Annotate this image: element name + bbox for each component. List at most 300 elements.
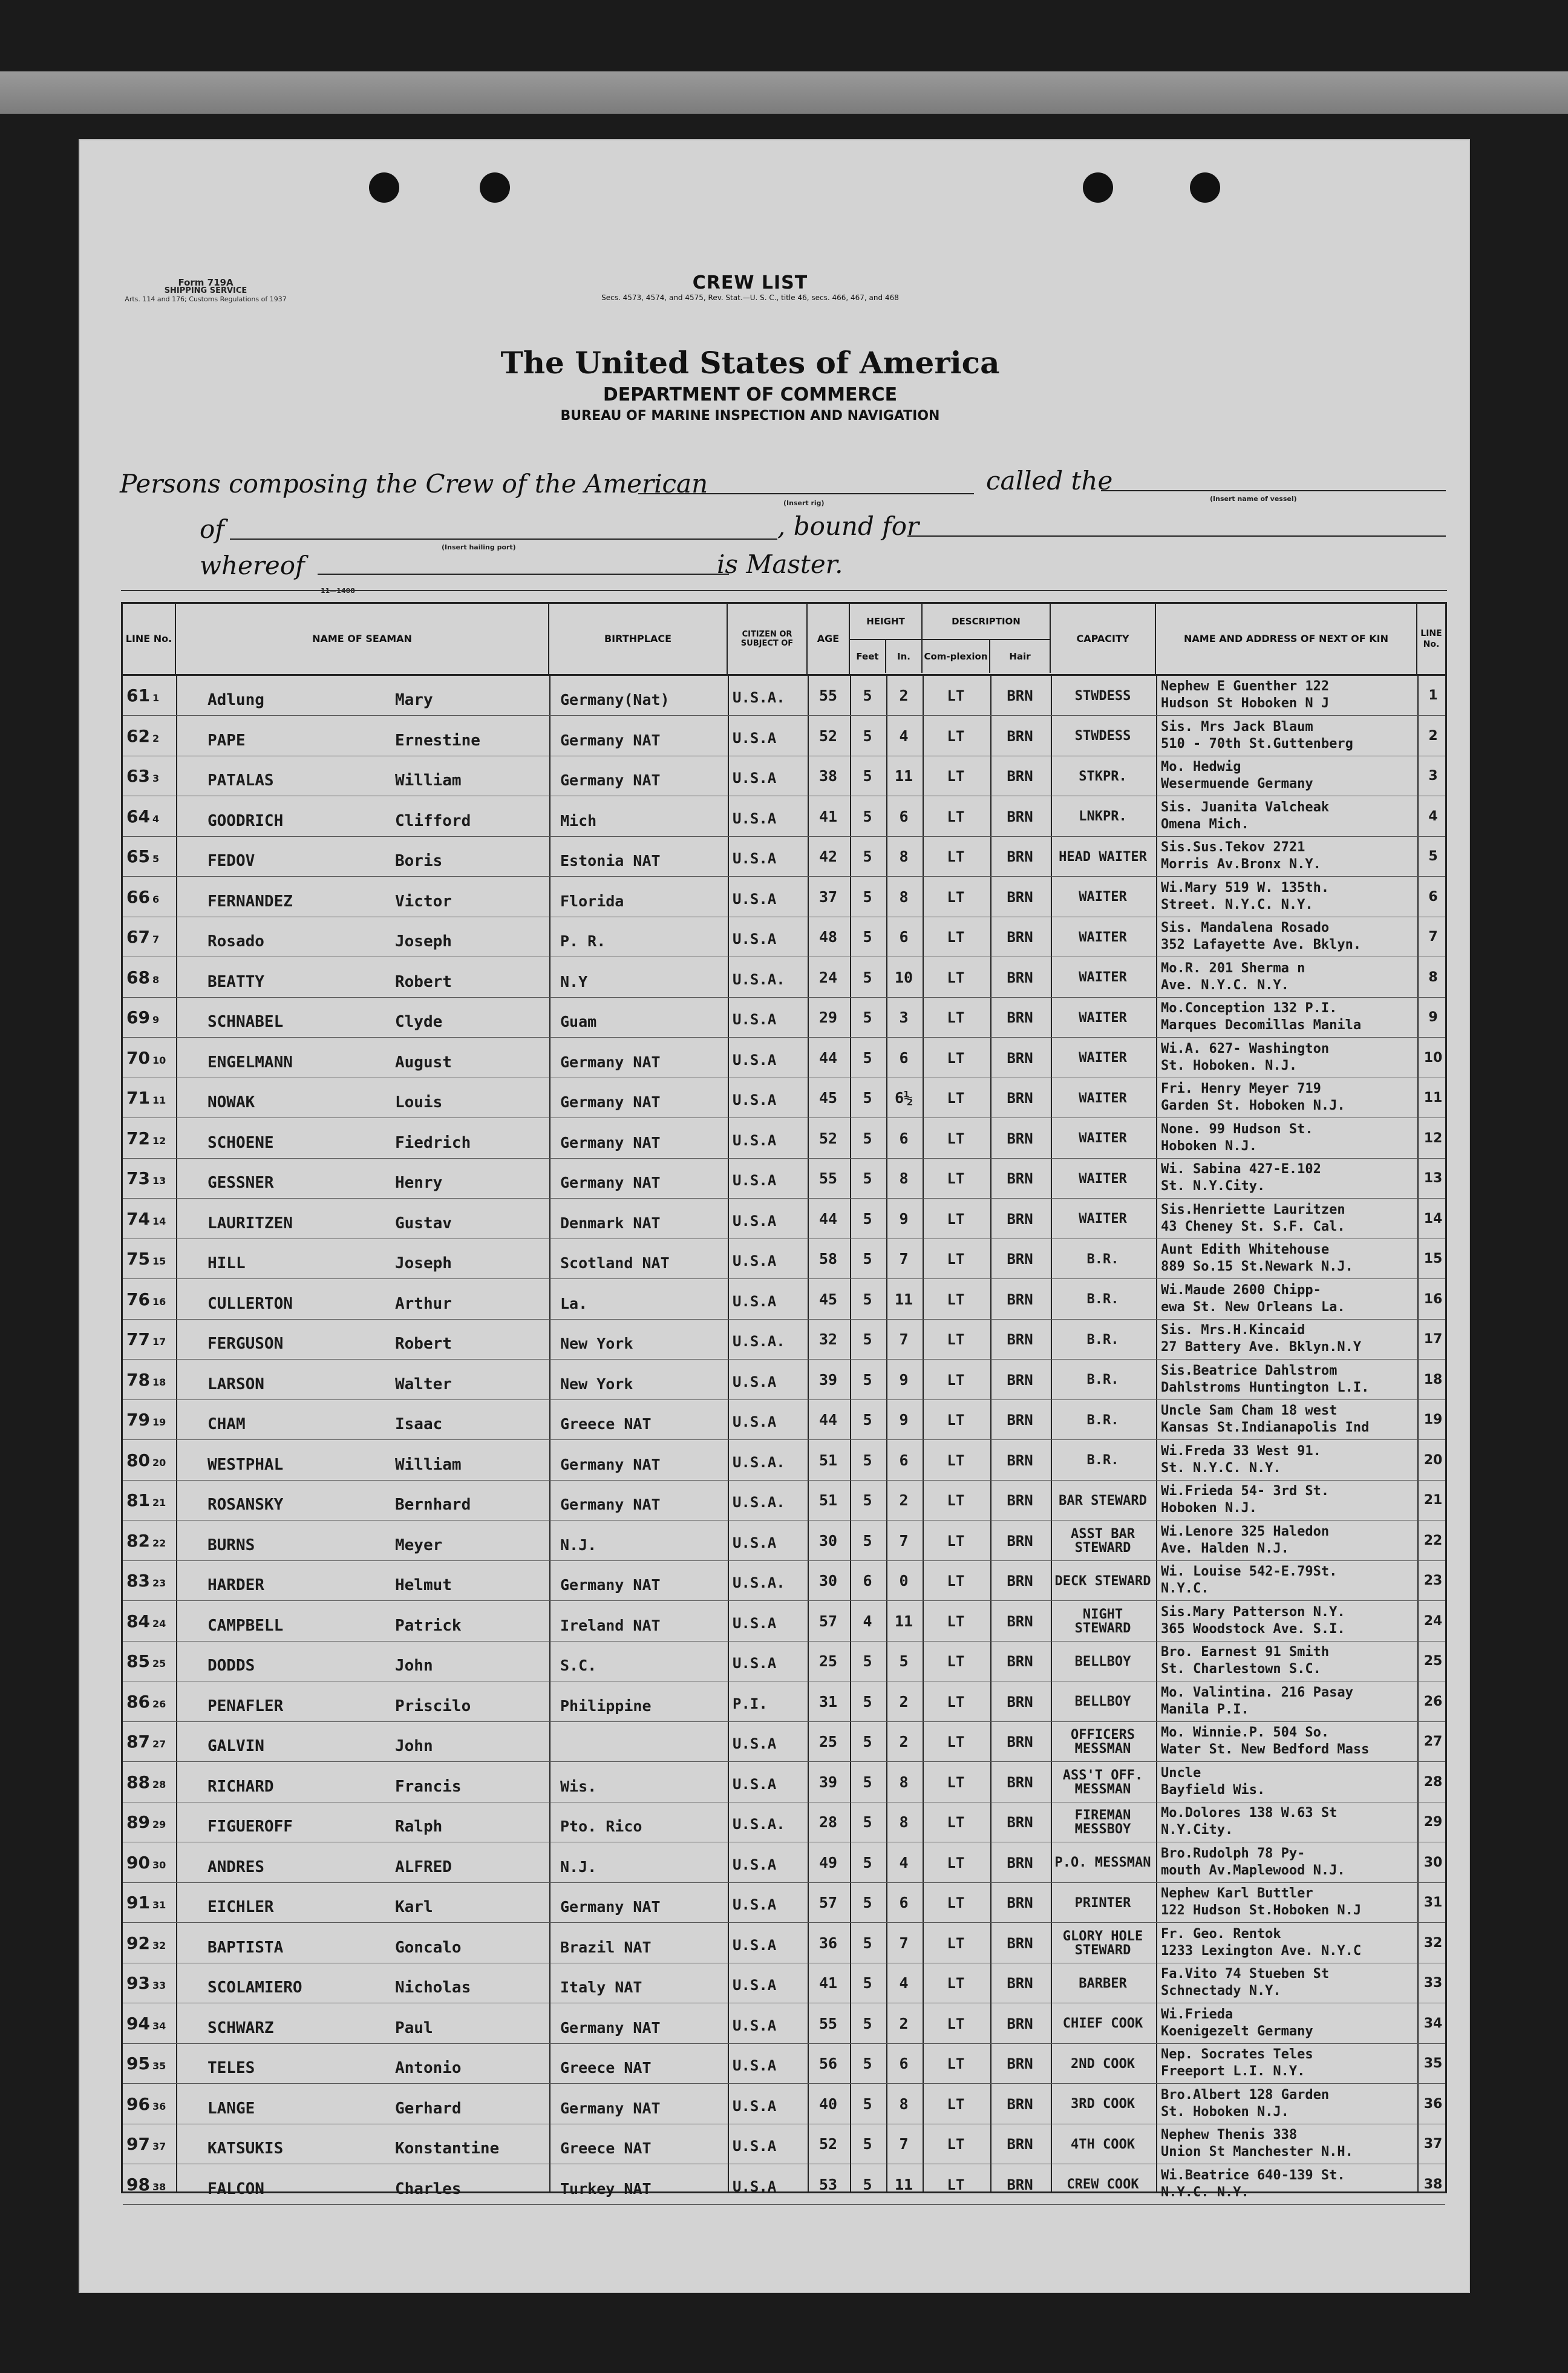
- sequence-number: 62: [126, 725, 150, 746]
- citizenship: U.S.A: [733, 2057, 777, 2074]
- next-of-kin: [1156, 2084, 1422, 2127]
- height-feet: 5: [863, 1009, 872, 1026]
- col-capacity: CAPACITY: [1051, 604, 1156, 674]
- age: 36: [818, 1934, 838, 1952]
- sequence-number: 68: [126, 967, 150, 987]
- next-of-kin: [1156, 1521, 1422, 1563]
- capacity: WAITER: [1079, 1211, 1127, 1226]
- port-fill-line: [230, 538, 777, 540]
- age: 57: [818, 1894, 838, 1911]
- line-number: [123, 1561, 178, 1601]
- height-inches: 7: [899, 2135, 909, 2153]
- hair: BRN: [1007, 1934, 1033, 1952]
- citizenship: U.S.A: [733, 1011, 777, 1028]
- seaman-surname: HARDER: [207, 1576, 264, 1594]
- line-number: [123, 877, 178, 917]
- seaman-given-name: Goncalo: [395, 1938, 462, 1957]
- kin-address: 352 Lafayette Ave. Bklyn.: [1161, 937, 1362, 952]
- capacity: LNKPR.: [1079, 809, 1127, 824]
- birthplace: New York: [560, 1335, 633, 1352]
- page-line-number: 29: [152, 1819, 166, 1830]
- birthplace: Ireland NAT: [560, 1616, 661, 1634]
- citizenship: U.S.A: [733, 1655, 777, 1672]
- height-inches: 9: [899, 1209, 909, 1228]
- capacity: OFFICERS MESSMAN: [1071, 1727, 1135, 1756]
- page-line-number: 34: [152, 2020, 166, 2032]
- next-of-kin: [1156, 2165, 1422, 2207]
- page-line-number: 19: [152, 1416, 166, 1428]
- hair: BRN: [1007, 687, 1033, 704]
- next-of-kin: [1156, 877, 1422, 920]
- sequence-number: 76: [126, 1289, 150, 1309]
- form-articles: Arts. 114 and 176; Customs Regulations of 1937: [125, 295, 287, 303]
- age: 30: [818, 1531, 838, 1550]
- seaman-given-name: Gustav: [395, 1214, 452, 1232]
- sequence-number: 80: [126, 1450, 150, 1470]
- complexion: LT: [947, 808, 965, 825]
- form-service: SHIPPING SERVICE: [164, 286, 247, 295]
- kin-address: 27 Battery Ave. Bklyn.N.Y: [1161, 1340, 1362, 1355]
- sequence-number: 97: [126, 2134, 150, 2154]
- seaman-given-name: Boris: [395, 852, 443, 870]
- capacity: WAITER: [1079, 1090, 1127, 1106]
- sequence-number: 77: [126, 1329, 150, 1349]
- complexion: LT: [947, 687, 965, 704]
- next-of-kin: [1156, 676, 1422, 718]
- table-row: [123, 1602, 1445, 1641]
- height-feet: 5: [863, 2055, 872, 2072]
- port-hint: (Insert hailing port): [442, 543, 516, 551]
- age: 52: [818, 1129, 838, 1147]
- hair: BRN: [1007, 2136, 1033, 2153]
- height-inches: 6: [899, 1049, 909, 1067]
- kin-name: Aunt Edith Whitehouse: [1161, 1242, 1330, 1257]
- kin-name: Mo. Winnie.P. 504 So.: [1161, 1725, 1330, 1740]
- page-line-number: 37: [152, 2141, 166, 2152]
- kin-name: Sis. Mrs.H.Kincaid: [1161, 1323, 1305, 1338]
- page-line-number: 38: [152, 2181, 166, 2193]
- seaman-given-name: Helmut: [395, 1576, 452, 1594]
- seaman-surname: PAPE: [207, 731, 246, 750]
- seaman-surname: GALVIN: [207, 1737, 264, 1755]
- seaman-surname: SCHWARZ: [207, 2018, 274, 2037]
- table-row: [123, 837, 1445, 877]
- row-number: 22: [1423, 1533, 1443, 1548]
- age: 45: [818, 1290, 838, 1308]
- kin-name: Nep. Socrates Teles: [1161, 2047, 1313, 2062]
- row-number: 21: [1423, 1493, 1443, 1508]
- table-row: [123, 756, 1445, 796]
- kin-name: Wi.Mary 519 W. 135th.: [1161, 880, 1330, 895]
- page-line-number: 31: [152, 1899, 166, 1911]
- age: 49: [818, 1853, 838, 1871]
- table-row: [123, 1280, 1445, 1320]
- kin-name: Bro.Rudolph 78 Py-: [1161, 1845, 1305, 1861]
- line-number: [123, 1802, 178, 1842]
- hair: BRN: [1007, 1975, 1033, 1992]
- page-line-number: 11: [152, 1095, 166, 1106]
- citizenship: U.S.A: [733, 1172, 777, 1189]
- sequence-number: 91: [126, 1893, 150, 1913]
- citizenship: U.S.A: [733, 1252, 777, 1269]
- seaman-given-name: Francis: [395, 1777, 462, 1796]
- age: 52: [818, 2135, 838, 2153]
- hair: BRN: [1007, 1532, 1033, 1550]
- birthplace: Germany NAT: [560, 1053, 661, 1071]
- seaman-surname: LANGE: [207, 2099, 255, 2118]
- kin-address: Hoboken N.J.: [1161, 1138, 1257, 1154]
- col-line-no-right: LINE No.: [1420, 629, 1442, 649]
- seaman-surname: DODDS: [207, 1657, 255, 1675]
- citizenship: U.S.A.: [733, 1816, 785, 1833]
- kin-name: Bro.Albert 128 Garden: [1161, 2087, 1330, 2103]
- sequence-number: 61: [126, 686, 150, 705]
- kin-name: Wi. Sabina 427-E.102: [1161, 1162, 1321, 1177]
- table-row: [123, 1682, 1445, 1722]
- punch-hole: [1190, 172, 1220, 203]
- row-number: 19: [1423, 1412, 1443, 1427]
- seaman-given-name: Nicholas: [395, 1979, 471, 1997]
- sequence-number: 90: [126, 1852, 150, 1873]
- birthplace: Guam: [560, 1013, 597, 1030]
- age: 58: [818, 1250, 838, 1268]
- height-inches: 8: [899, 1773, 909, 1791]
- row-number: 2: [1428, 728, 1438, 744]
- seaman-given-name: William: [395, 771, 462, 790]
- master-fill-line: [318, 574, 729, 575]
- country-heading: The United States of America: [500, 345, 1000, 381]
- hair: BRN: [1007, 1612, 1033, 1630]
- kin-address: St. Charlestown S.C.: [1161, 1661, 1321, 1677]
- birthplace: Wis.: [560, 1777, 597, 1795]
- age: 44: [818, 1209, 838, 1228]
- sequence-number: 88: [126, 1772, 150, 1792]
- seaman-surname: SCOLAMIERO: [207, 1979, 302, 1997]
- col-name-of-seaman: NAME OF SEAMAN: [176, 604, 549, 674]
- height-inches: 8: [899, 1170, 909, 1187]
- sequence-number: 72: [126, 1128, 150, 1148]
- hair: BRN: [1007, 1733, 1033, 1750]
- table-row: [123, 1159, 1445, 1199]
- height-feet: 5: [863, 1250, 872, 1268]
- col-line-no: LINE No.: [123, 604, 176, 674]
- seaman-given-name: Robert: [395, 1335, 452, 1353]
- age: 57: [818, 1612, 838, 1630]
- seaman-given-name: ALFRED: [395, 1857, 452, 1876]
- seaman-surname: ROSANSKY: [207, 1496, 284, 1514]
- kin-address: Garden St. Hoboken N.J.: [1161, 1098, 1345, 1113]
- height-inches: 4: [899, 727, 909, 745]
- height-feet: 5: [863, 2095, 872, 2113]
- capacity: BELLBOY: [1074, 1694, 1131, 1709]
- age: 51: [818, 1451, 838, 1469]
- row-number: 30: [1423, 1854, 1443, 1870]
- kin-address: ewa St. New Orleans La.: [1161, 1299, 1345, 1315]
- height-feet: 5: [863, 1170, 872, 1187]
- is-master-label: is Master.: [717, 549, 843, 579]
- page-line-number: 33: [152, 1980, 166, 1991]
- kin-address: Schnectady N.Y.: [1161, 1983, 1281, 1998]
- col-height-inches: In.: [886, 639, 923, 673]
- seaman-surname: CULLERTON: [207, 1294, 293, 1313]
- page-line-number: 22: [152, 1537, 166, 1549]
- seaman-surname: CAMPBELL: [207, 1616, 284, 1635]
- line-number: [123, 2165, 178, 2205]
- row-number: 20: [1423, 1452, 1443, 1468]
- complexion: LT: [947, 1291, 965, 1308]
- department-heading: DEPARTMENT OF COMMERCE: [603, 384, 898, 405]
- capacity: B.R.: [1086, 1372, 1119, 1387]
- table-row: [123, 1843, 1445, 1883]
- height-feet: 5: [863, 1370, 872, 1389]
- height-feet: 5: [863, 1894, 872, 1911]
- capacity: WAITER: [1079, 970, 1127, 985]
- height-inches: 2: [899, 2014, 909, 2032]
- line-number: [123, 1159, 178, 1199]
- line-number: [123, 1602, 178, 1641]
- col-hair: Hair: [990, 639, 1051, 673]
- sequence-number: 87: [126, 1732, 150, 1752]
- seaman-surname: KATSUKIS: [207, 2139, 284, 2158]
- age: 24: [818, 968, 838, 986]
- citizenship: U.S.A: [733, 931, 777, 948]
- height-inches: 8: [899, 888, 909, 906]
- sequence-number: 83: [126, 1571, 150, 1591]
- seaman-surname: RICHARD: [207, 1777, 274, 1796]
- page-line-number: 13: [152, 1175, 166, 1186]
- table-row: [123, 1883, 1445, 1923]
- row-number: 4: [1428, 808, 1438, 824]
- kin-address: Dahlstroms Huntington L.I.: [1161, 1380, 1370, 1395]
- form-number: Form 719A: [178, 277, 234, 288]
- page-line-number: 1: [152, 692, 160, 704]
- bound-for-label: , bound for: [777, 511, 920, 541]
- next-of-kin: [1156, 1119, 1422, 1161]
- height-feet: 5: [863, 1773, 872, 1791]
- seaman-given-name: Clyde: [395, 1013, 443, 1031]
- citizenship: U.S.A: [733, 1051, 777, 1069]
- page-line-number: 15: [152, 1255, 166, 1267]
- sequence-number: 96: [126, 2093, 150, 2114]
- seaman-given-name: Henry: [395, 1174, 443, 1192]
- height-feet: 5: [863, 1129, 872, 1147]
- seaman-surname: FERGUSON: [207, 1335, 284, 1353]
- birthplace: Brazil NAT: [560, 1938, 652, 1956]
- kin-name: Nephew Karl Buttler: [1161, 1886, 1313, 1901]
- hair: BRN: [1007, 1854, 1033, 1871]
- kin-address: Koenigezelt Germany: [1161, 2023, 1313, 2039]
- birthplace: N.J.: [560, 1536, 597, 1554]
- hair: BRN: [1007, 1130, 1033, 1147]
- line-number: [123, 1883, 178, 1923]
- row-number: 11: [1423, 1090, 1443, 1105]
- next-of-kin: [1156, 1802, 1422, 1845]
- seaman-given-name: Ernestine: [395, 731, 480, 750]
- sequence-number: 70: [126, 1047, 150, 1068]
- kin-address: N.Y.City.: [1161, 1822, 1233, 1838]
- age: 38: [818, 767, 838, 785]
- table-row: [123, 676, 1445, 716]
- capacity: ASS'T OFF. MESSMAN: [1062, 1767, 1143, 1797]
- hair: BRN: [1007, 1452, 1033, 1469]
- complexion: LT: [947, 2095, 965, 2113]
- page-line-number: 32: [152, 1939, 166, 1951]
- citizenship: U.S.A: [733, 1856, 777, 1873]
- height-feet: 5: [863, 1733, 872, 1750]
- capacity: B.R.: [1086, 1292, 1119, 1307]
- capacity: NIGHT STEWARD: [1074, 1606, 1131, 1636]
- line-number: [123, 676, 178, 716]
- birthplace: Germany NAT: [560, 1898, 661, 1916]
- height-inches: 6: [899, 1451, 909, 1469]
- row-number: 24: [1423, 1613, 1443, 1629]
- citizenship: U.S.A.: [733, 689, 785, 706]
- seaman-given-name: August: [395, 1053, 452, 1072]
- kin-address: 365 Woodstock Ave. S.I.: [1161, 1621, 1345, 1637]
- next-of-kin: [1156, 1400, 1422, 1442]
- height-inches: 2: [899, 687, 909, 704]
- kin-name: Uncle Sam Cham 18 west: [1161, 1403, 1338, 1418]
- page-line-number: 27: [152, 1738, 166, 1750]
- row-number: 13: [1423, 1171, 1443, 1186]
- kin-address: Hudson St Hoboken N J: [1161, 696, 1330, 711]
- age: 44: [818, 1049, 838, 1067]
- citizenship: U.S.A: [733, 1896, 777, 1913]
- sequence-number: 85: [126, 1651, 150, 1671]
- capacity: HEAD WAITER: [1059, 849, 1147, 865]
- height-inches: 11: [894, 2175, 913, 2193]
- age: 29: [818, 1009, 838, 1026]
- capacity: B.R.: [1086, 1453, 1119, 1468]
- complexion: LT: [947, 1251, 965, 1268]
- citizenship: U.S.A: [733, 2178, 777, 2195]
- seaman-surname: FIGUEROFF: [207, 1818, 293, 1836]
- hair: BRN: [1007, 1331, 1033, 1348]
- statute-reference: Secs. 4573, 4574, and 4575, Rev. Stat.—U. S. C., title 46, secs. 466, 467, and 468: [601, 293, 899, 302]
- capacity: STKPR.: [1079, 768, 1127, 784]
- birthplace: Scotland NAT: [560, 1254, 670, 1272]
- height-inches: 2: [899, 1733, 909, 1750]
- kin-address: 1233 Lexington Ave. N.Y.C: [1161, 1943, 1362, 1959]
- seaman-surname: ENGELMANN: [207, 1053, 293, 1072]
- age: 39: [818, 1773, 838, 1791]
- capacity: STWDESS: [1074, 728, 1131, 744]
- line-number: [123, 958, 178, 998]
- complexion: LT: [947, 1049, 965, 1067]
- sequence-number: 67: [126, 927, 150, 947]
- kin-name: Wi.Lenore 325 Haledon: [1161, 1524, 1330, 1539]
- age: 41: [818, 807, 838, 825]
- next-of-kin: [1156, 1159, 1422, 1201]
- height-feet: 5: [863, 807, 872, 825]
- capacity: BAR STEWARD: [1059, 1493, 1147, 1508]
- citizenship: U.S.A: [733, 1534, 777, 1551]
- table-row: [123, 1641, 1445, 1681]
- kin-name: Wi.Freda 33 West 91.: [1161, 1443, 1321, 1459]
- row-number: 16: [1423, 1291, 1443, 1307]
- col-citizen: CITIZEN OR SUBJECT OF: [728, 604, 808, 674]
- height-inches: 2: [899, 1692, 909, 1710]
- birthplace: Germany NAT: [560, 2018, 661, 2037]
- next-of-kin: [1156, 1360, 1422, 1403]
- seaman-surname: GESSNER: [207, 1174, 274, 1192]
- line-number: [123, 1481, 178, 1520]
- hair: BRN: [1007, 1693, 1033, 1710]
- capacity: WAITER: [1079, 1171, 1127, 1186]
- birthplace: Germany NAT: [560, 1174, 661, 1191]
- row-number: 31: [1423, 1895, 1443, 1910]
- row-number: 5: [1428, 849, 1438, 864]
- line-number: [123, 797, 178, 837]
- height-inches: 6: [899, 1129, 909, 1147]
- kin-name: Fa.Vito 74 Stueben St: [1161, 1966, 1330, 1982]
- next-of-kin: [1156, 1078, 1422, 1121]
- next-of-kin: [1156, 1763, 1422, 1805]
- capacity: B.R.: [1086, 1251, 1119, 1267]
- row-number: 9: [1428, 1010, 1438, 1025]
- kin-address: Morris Av.Bronx N.Y.: [1161, 857, 1321, 872]
- page-line-number: 17: [152, 1336, 166, 1347]
- capacity: WAITER: [1079, 1010, 1127, 1026]
- page-line-number: 3: [152, 773, 160, 784]
- sequence-number: 66: [126, 886, 150, 907]
- sequence-number: 64: [126, 806, 150, 826]
- citizenship: U.S.A: [733, 770, 777, 787]
- table-row: [123, 1360, 1445, 1400]
- complexion: LT: [947, 1814, 965, 1831]
- complexion: LT: [947, 929, 965, 946]
- complexion: LT: [947, 1331, 965, 1348]
- kin-address: Marques Decomillas Manila: [1161, 1018, 1362, 1033]
- sequence-number: 71: [126, 1088, 150, 1108]
- age: 28: [818, 1813, 838, 1831]
- page-line-number: 36: [152, 2100, 166, 2112]
- kin-address: N.Y.C. N.Y.: [1161, 2184, 1249, 2200]
- height-inches: 9: [899, 1411, 909, 1429]
- kin-name: Sis.Mary Patterson N.Y.: [1161, 1604, 1345, 1620]
- hair: BRN: [1007, 1291, 1033, 1308]
- table-row: [123, 1963, 1445, 2003]
- row-number: 1: [1428, 688, 1438, 703]
- complexion: LT: [947, 848, 965, 865]
- citizenship: U.S.A.: [733, 1453, 785, 1471]
- birthplace: P. R.: [560, 932, 606, 950]
- line-number: [123, 1038, 178, 1078]
- line-number: [123, 1360, 178, 1400]
- seaman-surname: CHAM: [207, 1415, 246, 1433]
- hair: BRN: [1007, 2176, 1033, 2193]
- complexion: LT: [947, 1854, 965, 1871]
- seaman-surname: LAURITZEN: [207, 1214, 293, 1232]
- complexion: LT: [947, 1733, 965, 1750]
- seaman-surname: ANDRES: [207, 1857, 264, 1876]
- age: 32: [818, 1331, 838, 1348]
- height-feet: 5: [863, 1049, 872, 1067]
- kin-address: St. Hoboken. N.J.: [1161, 1058, 1298, 1073]
- citizenship: U.S.A: [733, 1936, 777, 1954]
- punch-hole: [369, 172, 399, 203]
- height-feet: 5: [863, 1652, 872, 1670]
- age: 30: [818, 1572, 838, 1589]
- table-row: [123, 2084, 1445, 2124]
- capacity: CHIEF COOK: [1062, 2016, 1143, 2031]
- birthplace: Greece NAT: [560, 2139, 652, 2157]
- complexion: LT: [947, 888, 965, 906]
- page-line-number: 12: [152, 1134, 166, 1147]
- kin-name: Wi.A. 627- Washington: [1161, 1041, 1330, 1056]
- birthplace: Germany NAT: [560, 1093, 661, 1111]
- line-number: [123, 2124, 178, 2164]
